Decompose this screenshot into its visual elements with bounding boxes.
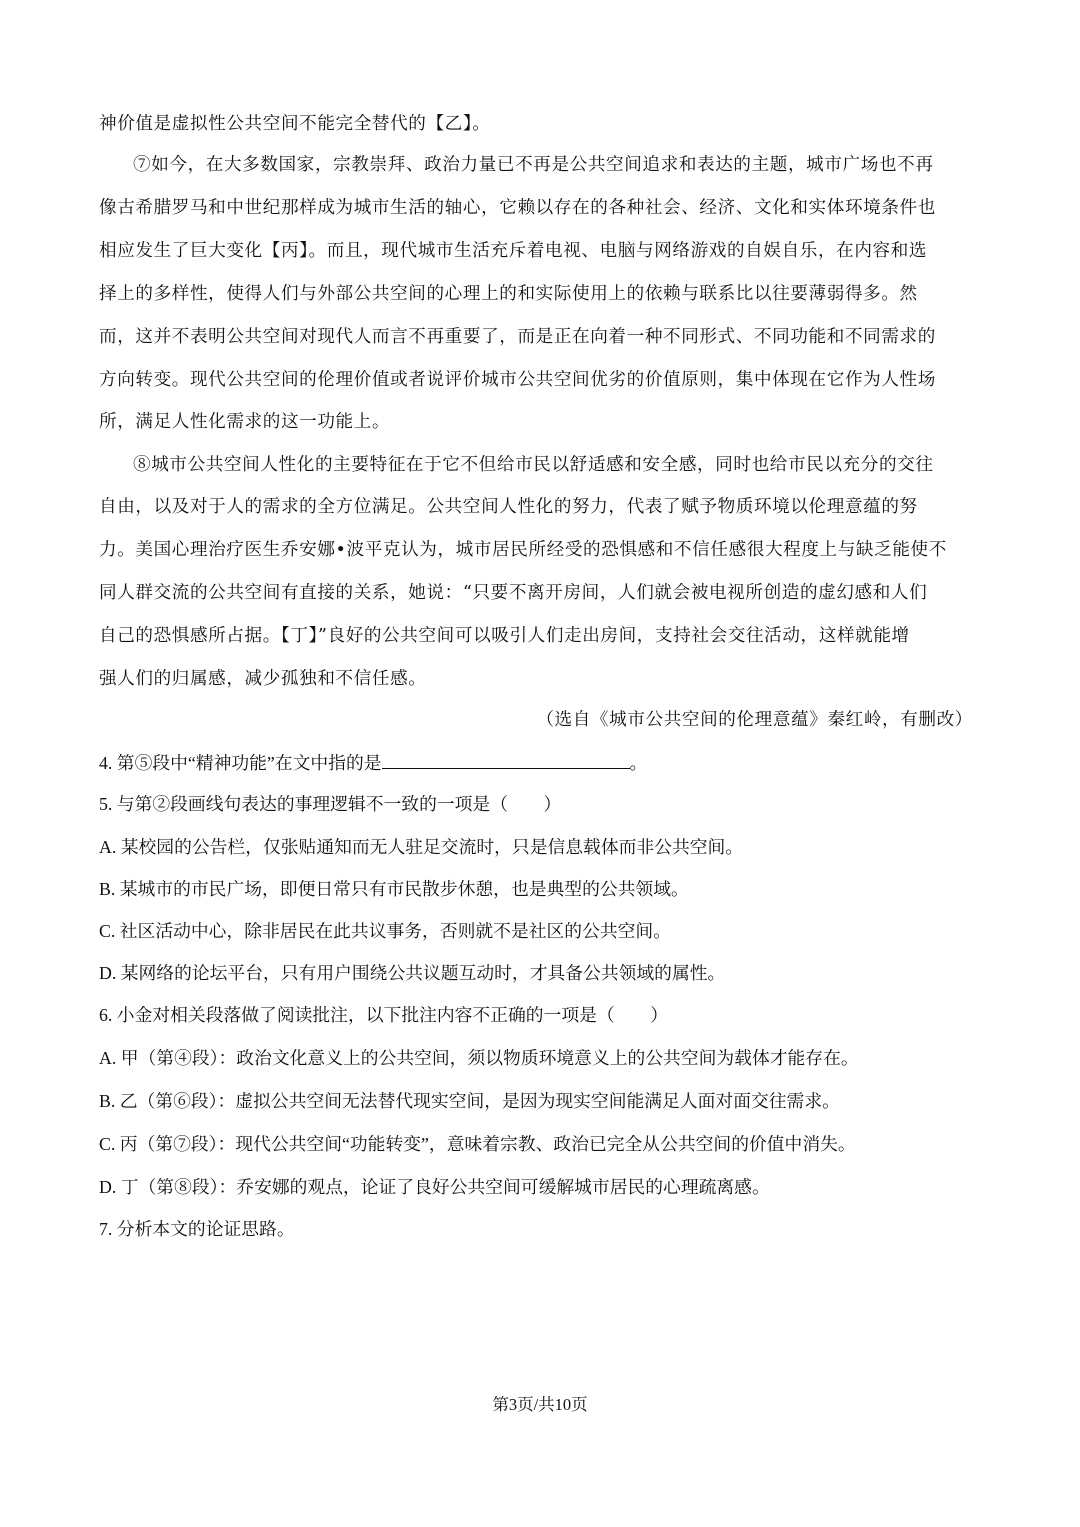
question-5-option-a: A. 某校园的公告栏，仅张贴通知而无人驻足交流时，只是信息载体而非公共空间。 [99, 837, 744, 857]
passage-para7-line: 而，这并不表明公共空间对现代人而言不再重要了，而是正在向着一种不同形式、不同功能和不同需求的 [99, 327, 936, 347]
passage-para8-line: 自由，以及对于人的需求的全方位满足。公共空间人性化的努力，代表了赋予物质环境以伦理意蕴的努 [99, 497, 918, 517]
passage-para7-line: 方向转变。现代公共空间的伦理价值或者说评价城市公共空间优劣的价值原则，集中体现在它作为人性场 [99, 370, 936, 390]
passage-para8-line: 同人群交流的公共空间有直接的关系，她说：“只要不离开房间，人们就会被电视所创造的虚幻感和人们 [99, 583, 928, 603]
question-5-stem: 5. 与第②段画线句表达的事理逻辑不一致的一项是（ ） [99, 794, 562, 814]
passage-para8-line: 力。美国心理治疗医生乔安娜•波平克认为，城市居民所经受的恐惧感和不信任感很大程度上与缺乏能使不 [99, 540, 947, 560]
passage-para8-line: ⑧城市公共空间人性化的主要特征在于它不但给市民以舒适感和安全感，同时也给市民以充分的交往 [133, 455, 934, 475]
passage-para8-line: 强人们的归属感，减少孤独和不信任感。 [99, 669, 427, 689]
passage-para7-line: 像古希腊罗马和中世纪那样成为城市生活的轴心，它赖以存在的各种社会、经济、文化和实体环境条件也 [99, 198, 936, 218]
question-6-option-c: C. 丙（第⑦段）：现代公共空间“功能转变”，意味着宗教、政治已完全从公共空间的价值中消失。 [99, 1134, 856, 1154]
passage-para7-line: ⑦如今，在大多数国家，宗教崇拜、政治力量已不再是公共空间追求和表达的主题，城市广场也不再 [133, 155, 934, 175]
question-5-option-d: D. 某网络的论坛平台，只有用户围绕公共议题互动时，才具备公共领域的属性。 [99, 963, 726, 983]
passage-source: （选自《城市公共空间的伦理意蕴》秦红岭，有删改） [536, 710, 973, 730]
question-4 [99, 750, 647, 775]
question-6-option-a: A. 甲（第④段）：政治文化意义上的公共空间，须以物质环境意义上的公共空间为载体才能存在。 [99, 1048, 859, 1068]
question-6-stem: 6. 小金对相关段落做了阅读批注，以下批注内容不正确的一项是（ ） [99, 1005, 669, 1025]
question-6-option-b: B. 乙（第⑥段）：虚拟公共空间无法替代现实空间，是因为现实空间能满足人面对面交往需求。 [99, 1091, 840, 1111]
question-4-suffix: 。 [629, 753, 648, 773]
passage-para7-line: 择上的多样性，使得人们与外部公共空间的心理上的和实际使用上的依赖与联系比以往要薄弱得多。然 [99, 284, 918, 304]
passage-para6-tail: 神价值是虚拟性公共空间不能完全替代的【乙】。 [99, 114, 491, 134]
page-number: 第3页/共10页 [492, 1395, 588, 1414]
question-5-option-c: C. 社区活动中心，除非居民在此共议事务，否则就不是社区的公共空间。 [99, 921, 671, 941]
answer-blank[interactable] [382, 750, 630, 769]
passage-para8-line: 自己的恐惧感所占据。【丁】”良好的公共空间可以吸引人们走出房间，支持社会交往活动，这样就能增 [99, 626, 910, 646]
question-6-option-d: D. 丁（第⑧段）：乔安娜的观点，论证了良好公共空间可缓解城市居民的心理疏离感。 [99, 1177, 770, 1197]
passage-para7-line: 所，满足人性化需求的这一功能上。 [99, 412, 391, 432]
passage-para7-line: 相应发生了巨大变化【丙】。而且，现代城市生活充斥着电视、电脑与网络游戏的自娱自乐，在内容和选 [99, 241, 928, 261]
question-4-text: 4. 第⑤段中“精神功能”在文中指的是 [99, 753, 382, 773]
question-7-stem: 7. 分析本文的论证思路。 [99, 1219, 295, 1239]
question-5-option-b: B. 某城市的市民广场，即便日常只有市民散步休憩，也是典型的公共领域。 [99, 879, 689, 899]
